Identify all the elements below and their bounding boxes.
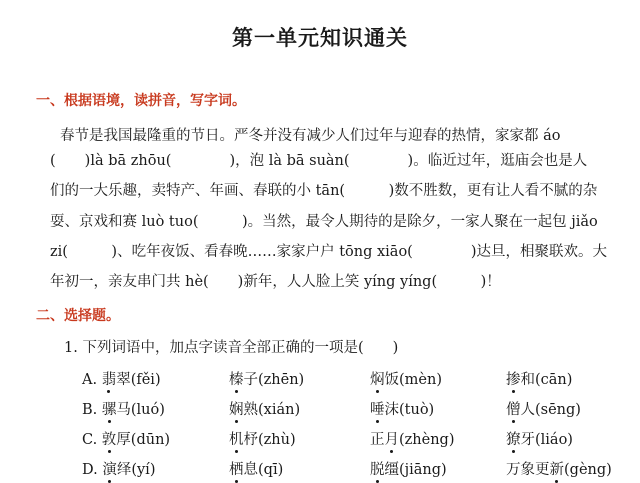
passage-line [50,149,587,170]
option-item: 正月(zhèng) [370,432,455,448]
passage-text: zi( )、吃年夜饭、看春晚……家家户户 tōng xiāo( )达旦，相聚联欢。大 [50,244,607,260]
option-item: A. 翡翠(fěi) [82,372,161,388]
section-heading-1: 一、根据语境，读拼音，写字词。 [36,93,246,109]
passage-text: 春节是我国最隆重的节日。严冬并没有减少人们过年与迎春的热情，家家都 áo [60,128,561,144]
option-item: 机杼(zhù) [229,432,296,448]
option-item: 娴熟(xián) [229,402,301,418]
passage-line [50,179,597,200]
passage-line [60,124,560,145]
page-title: 第一单元知识通关 [232,26,408,50]
passage-line [50,240,607,261]
option-item: 掺和(cān) [506,372,573,388]
question-1: 1. 下列词语中，加点字读音全部正确的一项是( ) [64,340,399,356]
passage-line [50,270,501,291]
passage-text: 年初一，亲友串门共 hè( )新年，人人脸上笑 yíng yíng( )！ [50,274,501,290]
passage-text: ( )là bā zhōu( )，泡 là bā suàn( )。临近过年，逛庙会也是人 [50,153,588,169]
passage-text: 们的一大乐趣，卖特产、年画、春联的小 tān( )数不胜数，更有让人看不腻的杂 [50,183,598,199]
option-item: 榛子(zhēn) [229,372,305,388]
option-item: B. 骡马(luó) [82,402,165,418]
option-item: 万象更新(gèng) [506,462,612,478]
passage-text: 耍、京戏和赛 luò tuo( )。当然，最令人期待的是除夕，一家人聚在一起包 jiǎo [50,214,598,230]
section-heading-2: 二、选择题。 [36,308,120,324]
option-item: C. 敦厚(dūn) [82,432,171,448]
option-item: 脱缰(jiāng) [370,462,447,478]
option-item: 獠牙(liáo) [506,432,573,448]
option-item: 焖饭(mèn) [370,372,442,388]
option-item: 唾沫(tuò) [370,402,435,418]
option-item: 栖息(qī) [229,462,284,478]
passage-line [50,210,598,231]
option-item: D. 演绎(yí) [82,462,156,478]
option-item: 僧人(sēng) [506,402,581,418]
